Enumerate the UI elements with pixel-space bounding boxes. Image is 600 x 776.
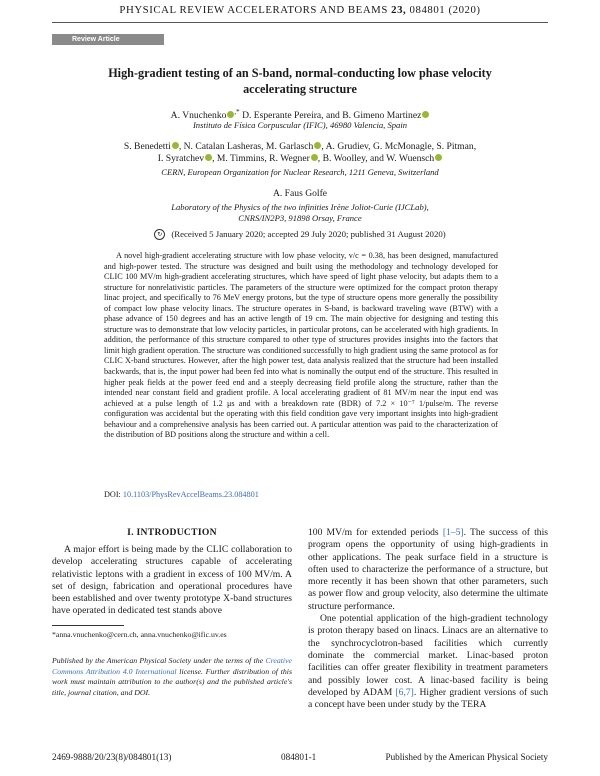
author-name: A. Vnuchenko [170, 110, 227, 122]
doi-label: DOI: [104, 490, 121, 499]
orcid-icon[interactable] [435, 154, 442, 161]
paragraph-text: One potential application of the high-gradient technology is proton therapy based on linacs. Linacs are an alternative to the synchrocyclotron-based facilities which currently dominate the commercial market. Linac-based proton facilities can offer greater flexibility in treatment parameters and possibly lower cost. A linac-based facility is being developed by ADAM [308, 613, 548, 698]
author-names: , B. Woolley, and W. Wuensch [317, 153, 435, 164]
journal-header [0, 4, 600, 16]
paragraph-text: . Higher gradient versions of such a concept have been under study by the TERA [308, 686, 548, 711]
footnote-rule [52, 625, 124, 626]
paragraph-text: 100 MV/m for extended periods [308, 527, 443, 538]
author-name: I. Syratchev [157, 153, 205, 164]
orcid-icon[interactable] [422, 111, 429, 118]
journal-volume: 23, [391, 4, 407, 16]
doi-link[interactable]: 10.1103/PhysRevAccelBeams.23.084801 [122, 490, 259, 499]
license-text-post: license. Further distribution of this work must maintain attribution to the author(s) and the published article's title, journal citation, and DOI. [52, 666, 292, 697]
section-heading-introduction: I. INTRODUCTION [127, 527, 217, 538]
paragraph [308, 527, 548, 613]
footer-page-number: 084801-1 [281, 752, 317, 762]
author-line-3 [40, 153, 560, 165]
author-names: D. Esperante Pereira, and B. Gimeno Martinez [239, 110, 422, 122]
left-column [52, 544, 292, 618]
received-dates [40, 229, 560, 240]
abstract: A novel high-gradient accelerating structure with low phase velocity, v/c = 0.38, has been designed, manufactured and high-power tested. The structure was designed and built using the methodology and technology developed for CLIC 100 MV/m high-gradient accelerating structures, which have speed of light phase velocity, but adapts them to a structure for nonrelativistic particles. The parameters of the structure were optimized for the compact proton therapy linac project, and specifically to 76 MeV energy protons, but the type of structure opens more generally the possibility of compact low phase velocity linacs. The structure operates in S-band, is backward traveling wave (BTW) with a phase advance of 150 degrees and has an active length of 19 cm. The main objective for designing and testing this structure was to demonstrate that low velocity particles, in particular protons, can be accelerated with high gradients. In addition, the performance of this structure compared to other type of structures provides insights into the factors that limit high gradient operation. The structure was conditioned successfully to high gradient using the same protocol as for CLIC X-band structures. However, after the high power test, data analysis realized that the structure had been installed backwards, that is, the input power had been fed into what is nominally the output end of the structure. This resulted in higher peak fields at the power feed end and a steeply decreasing field profile along the structure, rather than the intended near constant field and gradient profile. A local accelerating gradient of 81 MV/m near the input end was achieved at a pulse length of 1.2 μs and with a breakdown rate (BDR) of 7.2 × 10⁻⁷ 1/pulse/m. The reverse configuration was accidental but the operating with this field condition gave very important insights into high-gradient behaviour and a comprehensive analysis has been carried out. A particular attention was paid to the characterization of the distribution of BD positions along the structure and within a cell. [104, 251, 498, 440]
corresponding-mark: ,* [234, 108, 240, 116]
orcid-icon[interactable] [172, 142, 179, 149]
check-updates-icon[interactable]: ↻ [154, 229, 165, 240]
affiliation-ijclab-2: CNRS/IN2P3, 91898 Orsay, France [238, 213, 362, 223]
affiliation-ijclab-1: Laboratory of the Physics of the two infinities Irène Joliot-Curie (IJCLab), [171, 202, 429, 212]
journal-name: PHYSICAL REVIEW ACCELERATORS AND BEAMS [119, 4, 388, 16]
license-text-pre: Published by the American Physical Society under the terms of the [52, 656, 266, 665]
paragraph-text: . The success of this program opens the opportunity of using high-gradients in other applications. The peak surface field in a structure is often used to characterize the performance of a structure, but more recently it has been shown that other parameters, such as power flow and group velocity, also determine the ultimate structure performance. [308, 527, 549, 612]
footer-publisher: Published by the American Physical Society [385, 752, 548, 762]
journal-article-id: 084801 (2020) [409, 4, 481, 16]
received-text: (Received 5 January 2020; accepted 29 July 2020; published 31 August 2020) [171, 229, 446, 239]
title-line-1: High-gradient testing of an S-band, normal-conducting low phase velocity [108, 66, 492, 80]
footer-issn: 2469-9888/20/23(8)/084801(13) [52, 752, 172, 762]
citation-link[interactable]: [6,7] [395, 686, 414, 698]
author-line-2 [40, 141, 560, 153]
author-names: , N. Catalan Lasheras, M. Garlasch [178, 141, 314, 152]
paragraph [308, 613, 548, 711]
author-names: , M. Timmins, R. Wegner [212, 153, 310, 164]
header-rule [52, 22, 548, 23]
paragraph: A major effort is being made by the CLIC collaboration to develop accelerating structures capable of accelerating relativistic leptons with a gradient in excess of 100 MV/m. A set of design, fabrication and operational procedures have been established and over twenty prototype X-band structures have operated in dedicated test stands above [52, 544, 292, 617]
author-names: , A. Grudiev, G. McMonagle, S. Pitman, [321, 141, 477, 152]
author-line-4: A. Faus Golfe [272, 188, 328, 199]
title-line-2: accelerating structure [243, 82, 357, 96]
article-type-badge: Review Article [52, 34, 164, 45]
doi-line [104, 490, 504, 499]
affiliation-ific: Instituto de Física Corpuscular (IFIC), 46980 Valencia, Spain [192, 120, 408, 130]
paper-title [60, 65, 540, 97]
right-column [308, 527, 548, 711]
author-name: S. Benedetti [123, 141, 171, 152]
orcid-icon[interactable] [311, 154, 318, 161]
citation-link[interactable]: [1–5] [442, 527, 464, 538]
footnote-email: *anna.vnuchenko@cern.ch, anna.vnuchenko@ific.uv.es [52, 630, 227, 639]
license-link[interactable]: Creative Commons Attribution 4.0 International [52, 656, 292, 676]
affiliation-cern: CERN, European Organization for Nuclear Research, 1211 Geneva, Switzerland [161, 167, 439, 177]
license-notice [52, 656, 292, 698]
